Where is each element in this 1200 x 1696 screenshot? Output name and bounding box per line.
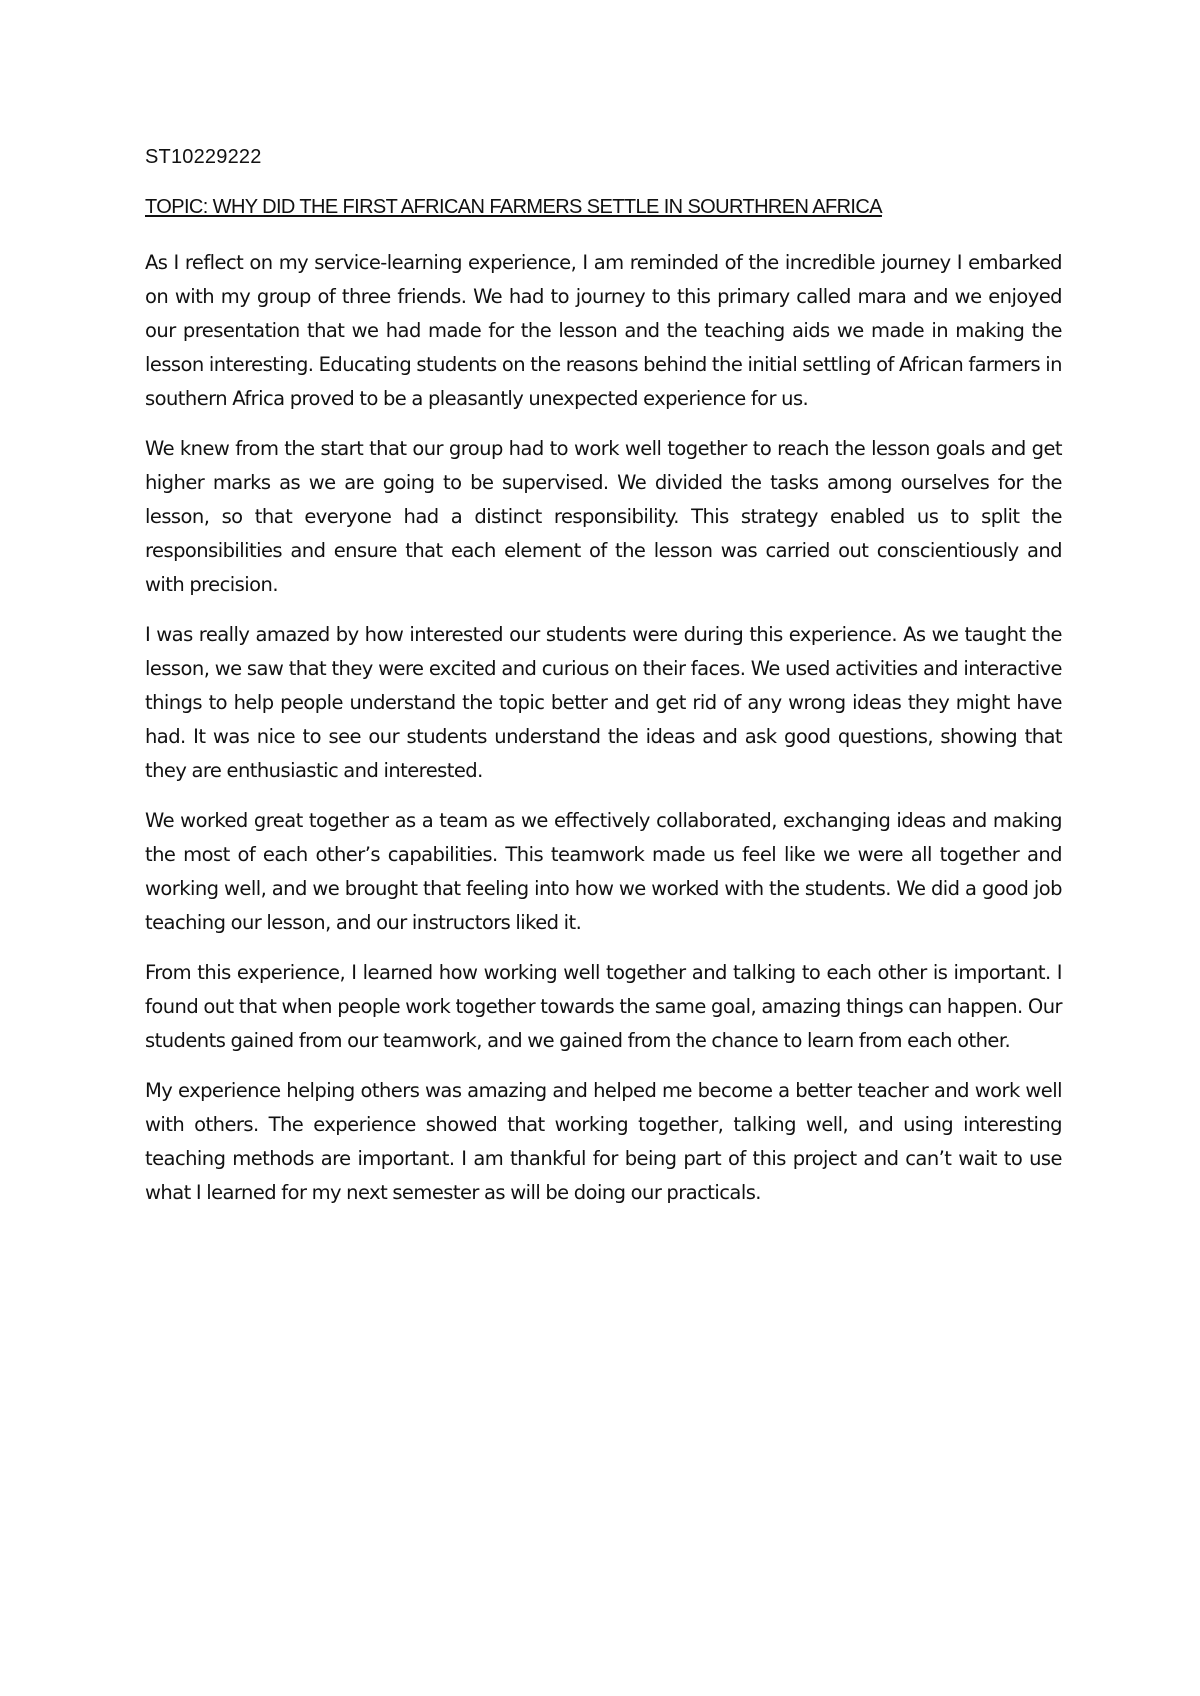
paragraph-4: We worked great together as a team as we effectively collaborated, exchanging ideas and making the most of each other’s capabilities. This teamwork made us feel like we were all together and working well, and we brought that feeling into how we worked with the students. We did a good job teaching our lesson, and our instructors liked it. bbox=[145, 809, 1062, 934]
student-id: ST10229222 bbox=[145, 146, 262, 168]
paragraph-3: I was really amazed by how interested our students were during this experience. As we taught the lesson, we saw that they were excited and curious on their faces. We used activities and interactive things to help people understand the topic better and get rid of any wrong ideas they might have had. It was nice to see our students understand the ideas and ask good questions, showing that they are enthusiastic and interested. bbox=[145, 623, 1062, 782]
topic-heading: TOPIC: WHY DID THE FIRST AFRICAN FARMERS SETTLE IN SOURTHREN AFRICA bbox=[145, 196, 882, 218]
paragraph-6: My experience helping others was amazing and helped me become a better teacher and work well with others. The experience showed that working together, talking well, and using interesting teaching methods are important. I am thankful for being part of this project and can’t wait to use what I learned for my next semester as will be doing our practicals. bbox=[145, 1079, 1062, 1204]
essay-body bbox=[145, 246, 1062, 1226]
paragraph-2: We knew from the start that our group had to work well together to reach the lesson goals and get higher marks as we are going to be supervised. We divided the tasks among ourselves for the lesson, so that everyone had a distinct responsibility. This strategy enabled us to split the responsibilities and ensure that each element of the lesson was carried out conscientiously and with precision. bbox=[145, 437, 1062, 596]
paragraph-1: As I reflect on my service-learning experience, I am reminded of the incredible journey I embarked on with my group of three friends. We had to journey to this primary called mara and we enjoyed our presentation that we had made for the lesson and the teaching aids we made in making the lesson interesting. Educating students on the reasons behind the initial settling of African farmers in southern Africa proved to be a pleasantly unexpected experience for us. bbox=[145, 251, 1062, 410]
paragraph-5: From this experience, I learned how working well together and talking to each other is important. I found out that when people work together towards the same goal, amazing things can happen. Our students gained from our teamwork, and we gained from the chance to learn from each other. bbox=[145, 961, 1062, 1052]
